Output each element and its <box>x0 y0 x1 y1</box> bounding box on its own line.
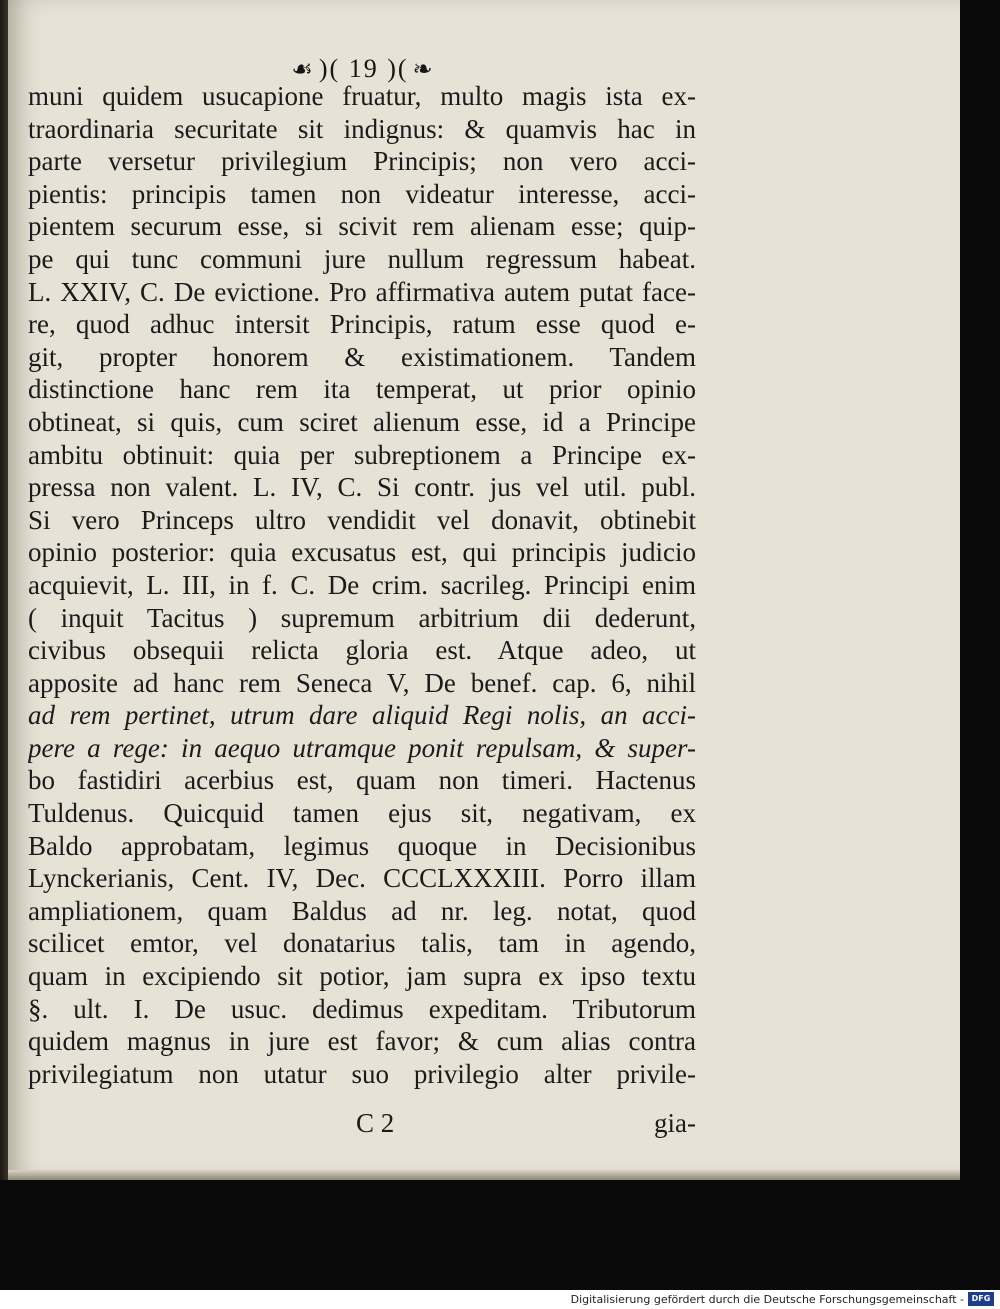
text-line: quam in excipiendo sit potior, jam supra ex ipso textu <box>28 961 696 992</box>
text-line: §. ult. I. De usuc. dedimus expeditam. Tributorum <box>28 993 696 1024</box>
text-line: ad rem pertinet, utrum dare aliquid Regi nolis, an acci- <box>28 700 696 731</box>
text-line: pientis: principis tamen non videatur interesse, acci- <box>28 178 696 209</box>
text-line: pe qui tunc communi jure nullum regressum habeat. <box>28 243 696 274</box>
text-line: git, propter honorem & existimationem. Tandem <box>28 341 696 372</box>
catchword: gia- <box>654 1108 696 1138</box>
text-line: pressa non valent. L. IV, C. Si contr. jus vel util. publ. <box>28 472 696 503</box>
text-line: Si vero Princeps ultro vendidit vel donavit, obtinebit <box>28 504 696 535</box>
text-line: bo fastidiri acerbius est, quam non timeri. Hactenus <box>28 765 696 796</box>
page-number: )( 19 )( <box>318 54 409 83</box>
left-ornament-icon: ☙ <box>291 56 315 83</box>
funding-credit: Digitalisierung gefördert durch die Deutsche Forschungsgemeinschaft - <box>570 1293 964 1306</box>
text-line: apposite ad hanc rem Seneca V, De benef. cap. 6, nihil <box>28 667 696 698</box>
text-line: Baldo approbatam, legimus quoque in Decisionibus <box>28 830 696 861</box>
text-line: traordinaria securitate sit indignus: & quamvis hac in <box>28 113 696 144</box>
text-line: ambitu obtinuit: quia per subreptionem a Principe ex- <box>28 439 696 470</box>
text-line: distinctione hanc rem ita temperat, ut prior opinio <box>28 374 696 405</box>
text-line: Tuldenus. Quicquid tamen ejus sit, negativam, ex <box>28 798 696 829</box>
signature-mark: C 2 <box>356 1108 395 1138</box>
text-line: ( inquit Tacitus ) supremum arbitrium dii dederunt, <box>28 602 696 633</box>
text-line: obtineat, si quis, cum sciret alienum esse, id a Principe <box>28 406 696 437</box>
text-line: pientem securum esse, si scivit rem alienam esse; quip- <box>28 211 696 242</box>
dfg-logo-icon: DFG <box>968 1292 994 1306</box>
right-ornament-icon: ❧ <box>412 56 435 83</box>
text-line: Lynckerianis, Cent. IV, Dec. CCCLXXXIII. Porro illam <box>28 863 696 894</box>
text-line: re, quod adhuc intersit Principis, ratum esse quod e- <box>28 309 696 340</box>
page-bottom-edge <box>8 1170 960 1180</box>
text-line: muni quidem usucapione fruatur, multo magis ista ex- <box>28 81 696 111</box>
text-line: ampliationem, quam Baldus ad nr. leg. notat, quod <box>28 895 696 926</box>
text-line: opinio posterior: quia excusatus est, qui principis judicio <box>28 537 696 568</box>
text-line: L. XXIV, C. De evictione. Pro affirmativa autem putat face- <box>28 276 696 307</box>
text-line: pere a rege: in aequo utramque ponit repulsam, & super- <box>28 732 696 763</box>
text-line: quidem magnus in jure est favor; & cum alias contra <box>28 1026 696 1057</box>
page-footer <box>28 1108 696 1142</box>
text-line: privilegiatum non utatur suo privilegio alter privile- <box>28 1058 696 1089</box>
text-line: parte versetur privilegium Principis; non vero acci- <box>28 146 696 177</box>
text-line: acquievit, L. III, in f. C. De crim. sacrileg. Principi enim <box>28 569 696 600</box>
text-line: scilicet emtor, vel donatarius talis, tam in agendo, <box>28 928 696 959</box>
body-text <box>28 80 696 1090</box>
text-line: civibus obsequii relicta gloria est. Atque adeo, ut <box>28 635 696 666</box>
